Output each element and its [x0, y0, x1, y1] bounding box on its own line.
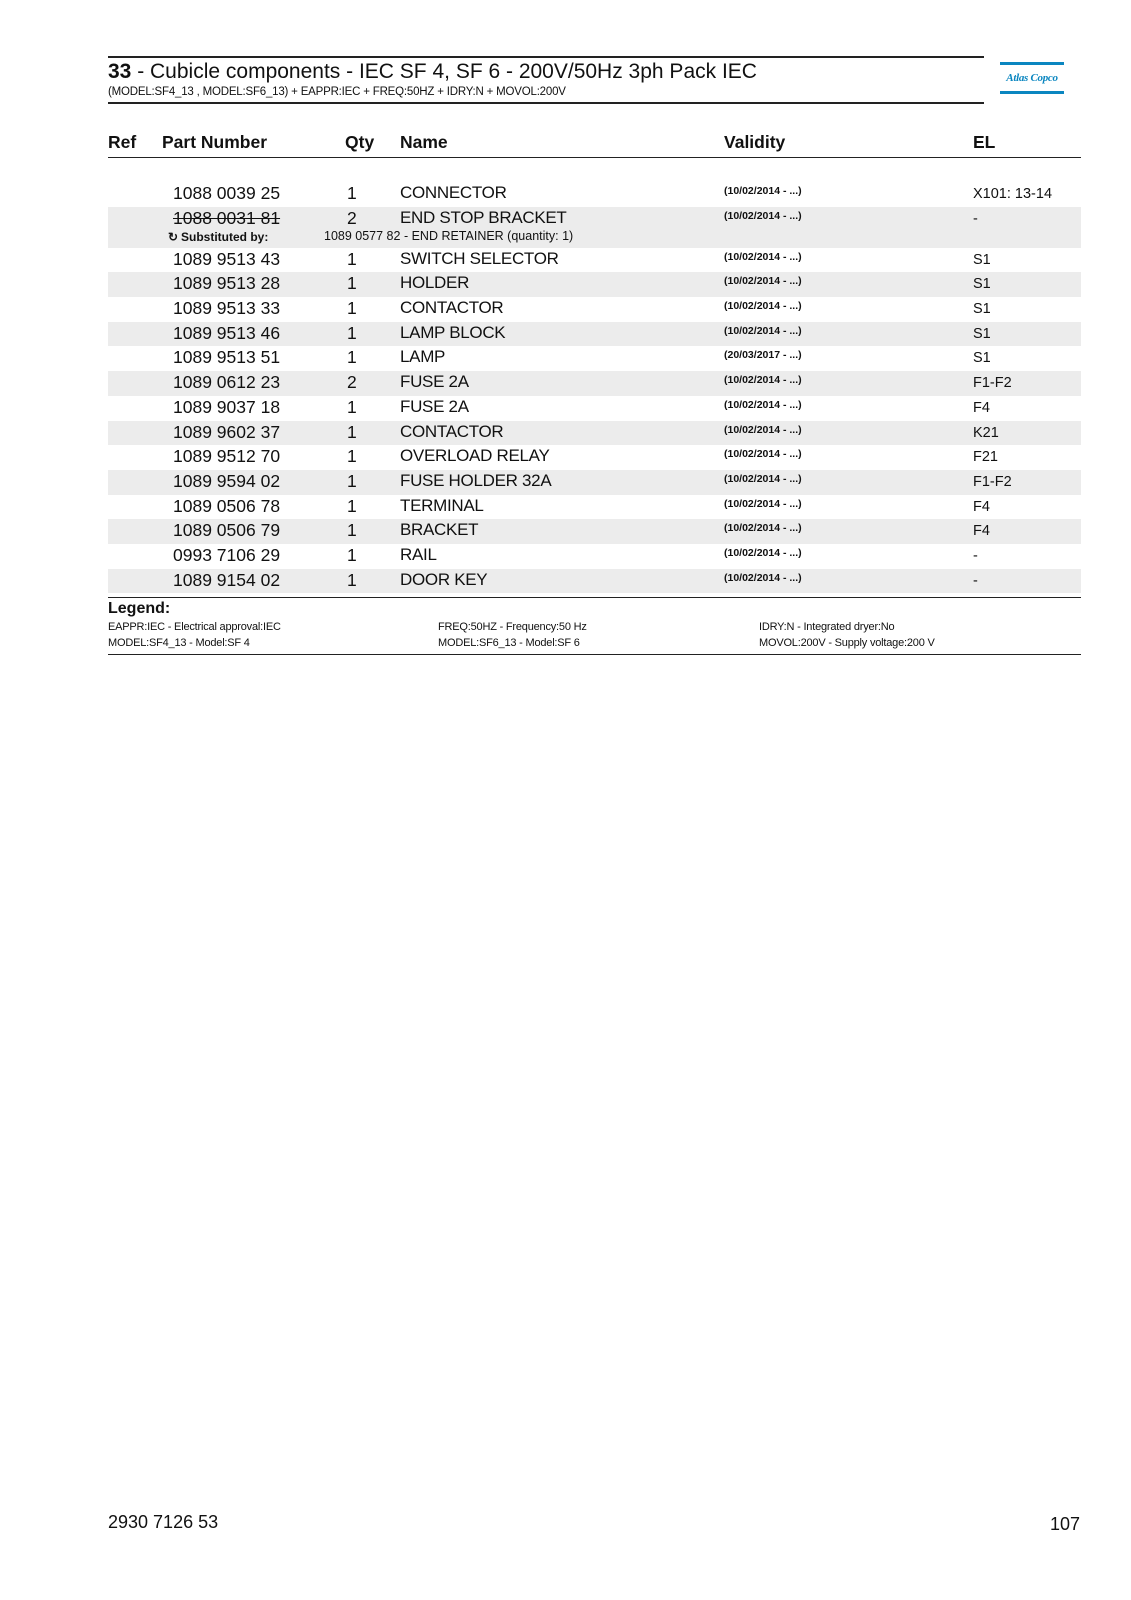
part-number: 1089 9513 43: [173, 248, 281, 269]
part-name: FUSE HOLDER 32A: [400, 470, 552, 490]
table-row: [108, 346, 1081, 371]
el-reference: X101: 13-14: [973, 186, 1053, 202]
table-row: [108, 470, 1081, 495]
refresh-icon: ↻: [168, 229, 179, 244]
part-name: FUSE 2A: [400, 372, 469, 392]
part-name: TERMINAL: [400, 495, 484, 515]
part-name: END STOP BRACKET: [400, 207, 567, 227]
el-reference: F4: [973, 498, 990, 515]
part-number: 1089 9594 02: [173, 470, 281, 491]
part-name: FUSE 2A: [400, 396, 469, 416]
legend-title: Legend:: [108, 600, 171, 617]
table-row: [108, 519, 1081, 544]
validity: (10/02/2014 - ...): [724, 300, 802, 313]
legend-bottom-rule: [108, 654, 1081, 655]
part-number: 1089 9513 28: [173, 273, 281, 294]
el-reference: K21: [973, 424, 999, 441]
legend-item: MODEL:SF4_13 - Model:SF 4: [108, 637, 250, 649]
col-header-qty: Qty: [345, 132, 375, 152]
validity: (10/02/2014 - ...): [724, 250, 802, 263]
legend-item: FREQ:50HZ - Frequency:50 Hz: [438, 621, 587, 633]
part-name: LAMP BLOCK: [400, 322, 506, 342]
table-row: [108, 421, 1081, 446]
legend-item: IDRY:N - Integrated dryer:No: [759, 621, 895, 633]
el-reference: F1-F2: [973, 473, 1012, 490]
part-number: 1089 0506 79: [173, 520, 281, 541]
el-reference: -: [973, 547, 978, 564]
logo-text: Atlas Copco: [1006, 72, 1058, 84]
model-selection: (MODEL:SF4_13 , MODEL:SF6_13) + EAPPR:IEC + FREQ:50HZ + IDRY:N + MOVOL:200V: [108, 86, 566, 98]
col-header-validity: Validity: [724, 132, 786, 152]
quantity: 1: [347, 347, 357, 368]
table-row: [108, 445, 1081, 470]
el-reference: S1: [973, 251, 991, 268]
legend-item: MODEL:SF6_13 - Model:SF 6: [438, 637, 580, 649]
section-number: 33: [108, 60, 132, 83]
validity: (10/02/2014 - ...): [724, 185, 802, 197]
validity: (10/02/2014 - ...): [724, 497, 802, 510]
quantity: 2: [347, 372, 357, 393]
validity: (10/02/2014 - ...): [724, 546, 802, 559]
part-number: 1089 0506 78: [173, 495, 281, 516]
table-row: [108, 495, 1081, 520]
part-name: CONNECTOR: [400, 183, 507, 202]
part-name: RAIL: [400, 544, 437, 564]
table-row: [108, 544, 1081, 569]
part-number: 1089 9513 51: [173, 347, 281, 368]
section-title: - Cubicle components - IEC SF 4, SF 6 - 200V/50Hz 3ph Pack IEC: [131, 60, 757, 83]
col-header-ref: Ref: [108, 132, 137, 152]
quantity: 1: [347, 544, 357, 565]
validity: (10/02/2014 - ...): [724, 448, 802, 461]
el-reference: F21: [973, 449, 998, 466]
quantity: 2: [347, 207, 357, 228]
quantity: 1: [347, 569, 357, 590]
part-number: 1089 9037 18: [173, 396, 281, 417]
el-reference: F4: [973, 399, 990, 416]
atlas-copco-logo: [1000, 62, 1064, 94]
part-number: 1089 9154 02: [173, 569, 281, 590]
part-name: SWITCH SELECTOR: [400, 248, 559, 268]
substitute-part: 1089 0577 82 - END RETAINER (quantity: 1): [324, 228, 574, 243]
validity: (10/02/2014 - ...): [724, 571, 802, 584]
el-reference: -: [973, 572, 978, 589]
quantity: 1: [347, 446, 357, 467]
el-reference: F4: [973, 523, 990, 540]
legend-item: MOVOL:200V - Supply voltage:200 V: [759, 637, 935, 649]
quantity: 1: [347, 421, 357, 442]
validity: (10/02/2014 - ...): [724, 472, 802, 485]
table-row: [108, 207, 1081, 248]
validity: (10/02/2014 - ...): [724, 209, 802, 222]
validity: (10/02/2014 - ...): [724, 398, 802, 411]
header-divider: [108, 157, 1081, 158]
validity: (10/02/2014 - ...): [724, 423, 802, 436]
quantity: 1: [347, 248, 357, 269]
table-row: [108, 371, 1081, 396]
page-number: 107: [1050, 1514, 1081, 1534]
part-number: 1088 0031 81: [173, 207, 281, 228]
part-name: CONTACTOR: [400, 421, 504, 441]
validity: (10/02/2014 - ...): [724, 374, 802, 387]
substituted-label: [168, 230, 268, 244]
col-header-part-number: Part Number: [162, 132, 268, 152]
table-row: [108, 569, 1081, 594]
el-reference: S1: [973, 276, 991, 293]
quantity: 1: [347, 183, 357, 203]
el-reference: -: [973, 210, 978, 227]
col-header-name: Name: [400, 132, 448, 152]
parts-table: [108, 182, 1081, 593]
part-name: CONTACTOR: [400, 298, 504, 318]
document-number: 2930 7126 53: [108, 1512, 219, 1532]
quantity: 1: [347, 298, 357, 319]
quantity: 1: [347, 273, 357, 294]
table-row: [108, 297, 1081, 322]
part-number: 1088 0039 25: [173, 183, 281, 203]
part-name: DOOR KEY: [400, 569, 488, 589]
part-number: 1089 0612 23: [173, 372, 281, 393]
part-name: LAMP: [400, 347, 446, 367]
table-row: [108, 182, 1081, 207]
page-header: [108, 56, 984, 104]
page-title: [108, 60, 757, 84]
validity: (20/03/2017 - ...): [724, 349, 802, 362]
part-number: 1089 9602 37: [173, 421, 281, 442]
table-row: [108, 248, 1081, 273]
part-number: 1089 9512 70: [173, 446, 281, 467]
quantity: 1: [347, 396, 357, 417]
part-number: 0993 7106 29: [173, 544, 281, 565]
part-number: 1089 9513 33: [173, 298, 281, 319]
quantity: 1: [347, 520, 357, 541]
part-name: BRACKET: [400, 520, 479, 540]
part-number: 1089 9513 46: [173, 322, 281, 343]
el-reference: S1: [973, 301, 991, 318]
part-name: HOLDER: [400, 273, 470, 293]
substituted-label-text: Substituted by:: [181, 229, 269, 244]
part-name: OVERLOAD RELAY: [400, 446, 550, 466]
table-row: [108, 322, 1081, 347]
quantity: 1: [347, 470, 357, 491]
col-header-el: EL: [973, 132, 996, 152]
table-row: [108, 396, 1081, 421]
quantity: 1: [347, 322, 357, 343]
validity: (10/02/2014 - ...): [724, 324, 802, 337]
legend-item: EAPPR:IEC - Electrical approval:IEC: [108, 621, 281, 633]
validity: (10/02/2014 - ...): [724, 522, 802, 535]
quantity: 1: [347, 495, 357, 516]
el-reference: S1: [973, 350, 991, 367]
el-reference: S1: [973, 325, 991, 342]
validity: (10/02/2014 - ...): [724, 275, 802, 288]
el-reference: F1-F2: [973, 375, 1012, 392]
table-bottom-rule: [108, 597, 1081, 598]
table-row: [108, 272, 1081, 297]
